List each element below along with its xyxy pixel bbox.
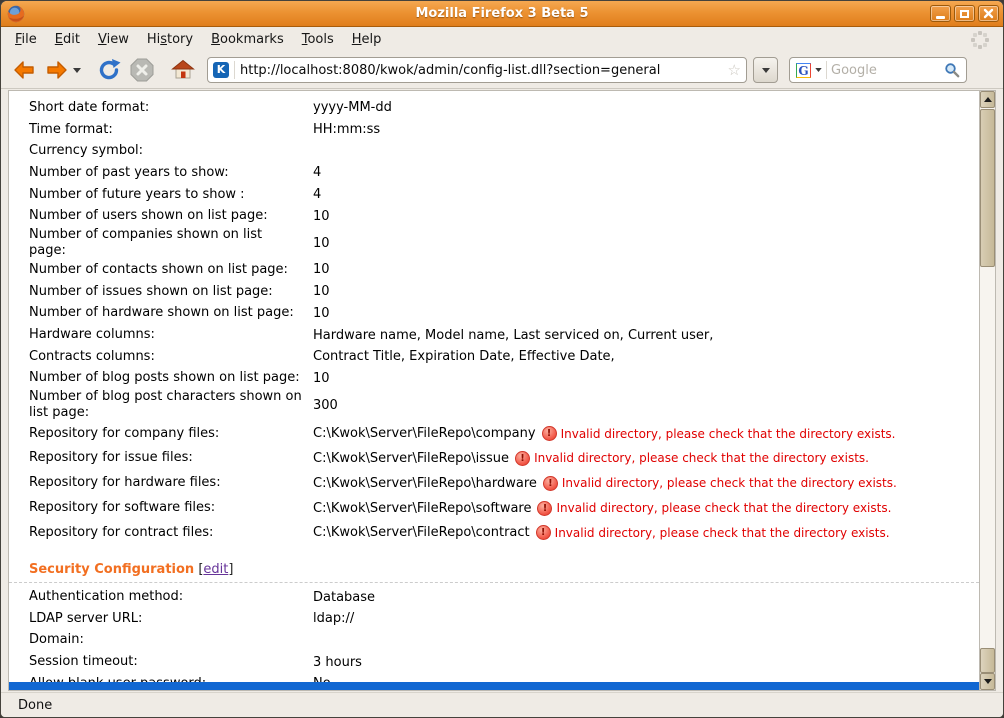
config-row bbox=[9, 389, 979, 421]
config-label: Repository for contract files: bbox=[29, 524, 214, 540]
directory-path: C:\Kwok\Server\FileRepo\issue bbox=[313, 450, 510, 466]
menubar-items bbox=[6, 29, 390, 50]
stop-button[interactable] bbox=[127, 55, 157, 85]
config-label: Number of blog posts shown on list page: bbox=[29, 370, 300, 386]
firefox-icon[interactable] bbox=[7, 5, 25, 23]
config-row bbox=[9, 324, 979, 346]
minimize-button[interactable] bbox=[930, 5, 951, 22]
error-message: Invalid directory, please check that the directory exists. bbox=[556, 501, 892, 516]
config-row bbox=[9, 281, 979, 303]
security-section-title: Security Configuration bbox=[29, 562, 195, 578]
config-row bbox=[9, 140, 979, 162]
config-row bbox=[9, 259, 979, 281]
config-value: 4 bbox=[313, 165, 322, 181]
bracket: ] bbox=[228, 562, 234, 578]
config-value: ldap:// bbox=[313, 611, 355, 627]
reload-button[interactable] bbox=[94, 55, 124, 85]
error-icon bbox=[536, 525, 551, 540]
config-label: Time format: bbox=[29, 121, 113, 137]
config-value: 10 bbox=[313, 208, 330, 224]
reload-icon bbox=[97, 58, 121, 82]
config-label: Number of hardware shown on list page: bbox=[29, 305, 294, 321]
page-footer-bar bbox=[9, 682, 979, 690]
scrollbar-thumb[interactable] bbox=[980, 109, 995, 267]
chevron-down-icon bbox=[73, 68, 81, 73]
url-history-dropdown[interactable] bbox=[753, 57, 778, 83]
bookmark-star-icon[interactable]: ☆ bbox=[727, 60, 741, 79]
urlbar-separator bbox=[234, 61, 235, 79]
config-value: 10 bbox=[313, 305, 330, 321]
config-row bbox=[9, 496, 979, 521]
config-label: Number of users shown on list page: bbox=[29, 208, 268, 224]
config-value: 10 bbox=[313, 262, 330, 278]
google-engine-icon[interactable]: G bbox=[796, 63, 811, 78]
arrow-up-icon bbox=[984, 97, 992, 102]
config-row bbox=[9, 119, 979, 141]
close-button[interactable] bbox=[978, 5, 999, 22]
config-row bbox=[9, 346, 979, 368]
config-label: Number of future years to show : bbox=[29, 186, 245, 202]
config-row bbox=[9, 520, 979, 545]
scroll-down-button[interactable] bbox=[980, 673, 995, 690]
config-value bbox=[313, 451, 979, 466]
config-row bbox=[9, 303, 979, 325]
scroll-secondary-stepper[interactable] bbox=[980, 648, 995, 673]
config-label: Short date format: bbox=[29, 99, 150, 115]
config-label: Session timeout: bbox=[29, 654, 138, 670]
window-title: Mozilla Firefox 3 Beta 5 bbox=[415, 6, 589, 21]
menu-file[interactable]: File bbox=[15, 32, 37, 47]
search-separator bbox=[826, 61, 827, 79]
search-engine-dropdown-icon[interactable] bbox=[815, 68, 822, 72]
titlebar[interactable] bbox=[1, 1, 1003, 27]
config-row bbox=[9, 651, 979, 673]
config-value bbox=[313, 525, 979, 540]
forward-button[interactable] bbox=[42, 55, 72, 85]
maximize-button[interactable] bbox=[954, 5, 975, 22]
config-value: HH:mm:ss bbox=[313, 122, 381, 138]
config-value: 4 bbox=[313, 187, 322, 203]
directory-path: C:\Kwok\Server\FileRepo\hardware bbox=[313, 475, 537, 491]
error-icon bbox=[543, 476, 558, 491]
config-label: Number of blog post characters shown on list page: bbox=[29, 389, 302, 421]
config-value: Contract Title, Expiration Date, Effective Date, bbox=[313, 349, 615, 365]
minimize-icon bbox=[936, 16, 945, 19]
menu-edit[interactable]: Edit bbox=[54, 32, 80, 47]
config-value: 300 bbox=[313, 397, 338, 413]
close-icon bbox=[983, 8, 994, 19]
menu-view[interactable]: View bbox=[97, 32, 129, 47]
directory-path: C:\Kwok\Server\FileRepo\software bbox=[313, 500, 532, 516]
forward-icon bbox=[45, 58, 69, 82]
menu-tools[interactable]: Tools bbox=[301, 32, 334, 47]
config-value: Database bbox=[313, 589, 376, 605]
config-label: Authentication method: bbox=[29, 589, 184, 605]
security-section-header bbox=[9, 562, 979, 583]
config-value bbox=[313, 426, 979, 441]
error-message: Invalid directory, please check that the directory exists. bbox=[560, 426, 896, 441]
config-row bbox=[9, 471, 979, 496]
arrow-down-icon bbox=[984, 679, 992, 684]
config-label: Domain: bbox=[29, 632, 84, 648]
config-row bbox=[9, 184, 979, 206]
scroll-up-button[interactable] bbox=[980, 91, 995, 108]
config-value: 10 bbox=[313, 370, 330, 386]
home-icon bbox=[171, 58, 195, 82]
url-input[interactable] bbox=[240, 63, 723, 78]
config-value: yyyy-MM-dd bbox=[313, 100, 392, 116]
config-row bbox=[9, 421, 979, 446]
config-value: 3 hours bbox=[313, 654, 362, 670]
stop-icon bbox=[130, 58, 154, 82]
config-value bbox=[313, 476, 979, 491]
security-config-list bbox=[9, 583, 979, 691]
site-favicon: K bbox=[213, 62, 229, 78]
config-row bbox=[9, 97, 979, 119]
back-icon bbox=[12, 58, 36, 82]
menu-bookmarks[interactable]: Bookmarks bbox=[211, 32, 284, 47]
security-edit-link[interactable]: edit bbox=[203, 562, 229, 578]
config-label: Repository for hardware files: bbox=[29, 475, 221, 491]
config-row bbox=[9, 162, 979, 184]
config-row bbox=[9, 446, 979, 471]
url-bar[interactable] bbox=[207, 57, 747, 83]
status-bar bbox=[1, 692, 1003, 717]
config-label: LDAP server URL: bbox=[29, 610, 143, 626]
vertical-scrollbar[interactable] bbox=[979, 90, 996, 691]
directory-path: C:\Kwok\Server\FileRepo\company bbox=[313, 426, 536, 442]
page-content bbox=[8, 90, 979, 691]
throbber-icon bbox=[970, 30, 990, 50]
config-row bbox=[9, 205, 979, 227]
config-row bbox=[9, 227, 979, 259]
config-label: Number of contacts shown on list page: bbox=[29, 261, 288, 277]
directory-path: C:\Kwok\Server\FileRepo\contract bbox=[313, 525, 530, 541]
config-value: 10 bbox=[313, 284, 330, 300]
config-label: Currency symbol: bbox=[29, 143, 144, 159]
history-dropdown-button[interactable] bbox=[71, 55, 83, 85]
config-label: Number of issues shown on list page: bbox=[29, 283, 273, 299]
config-value: Hardware name, Model name, Last serviced on, Current user, bbox=[313, 327, 714, 343]
maximize-icon bbox=[960, 10, 969, 18]
config-label: Number of companies shown on list page: bbox=[29, 227, 263, 259]
config-row bbox=[9, 608, 979, 630]
search-icon[interactable] bbox=[944, 62, 960, 78]
error-message: Invalid directory, please check that the directory exists. bbox=[554, 525, 890, 540]
menubar bbox=[1, 27, 1003, 52]
config-value: 10 bbox=[313, 235, 330, 251]
status-text: Done bbox=[18, 697, 53, 713]
home-button[interactable] bbox=[168, 55, 198, 85]
search-input[interactable] bbox=[831, 63, 940, 78]
config-value bbox=[313, 501, 979, 516]
navigation-toolbar bbox=[1, 52, 1003, 89]
config-label: Repository for issue files: bbox=[29, 450, 193, 466]
error-icon bbox=[515, 451, 530, 466]
general-config-list bbox=[9, 97, 979, 545]
error-icon bbox=[542, 426, 557, 441]
config-label: Number of past years to show: bbox=[29, 164, 229, 180]
config-label: Contracts columns: bbox=[29, 348, 155, 364]
menu-history[interactable]: History bbox=[146, 32, 194, 47]
bracket: [ bbox=[198, 562, 204, 578]
config-row bbox=[9, 368, 979, 390]
config-row bbox=[9, 630, 979, 652]
config-row bbox=[9, 586, 979, 608]
error-message: Invalid directory, please check that the directory exists. bbox=[534, 451, 869, 466]
back-button[interactable] bbox=[9, 55, 39, 85]
menu-help[interactable]: Help bbox=[351, 32, 382, 47]
config-label: Repository for company files: bbox=[29, 425, 220, 441]
config-label: Repository for software files: bbox=[29, 500, 216, 516]
search-box[interactable] bbox=[789, 57, 967, 83]
config-label: Hardware columns: bbox=[29, 327, 155, 343]
error-message: Invalid directory, please check that the directory exists. bbox=[561, 476, 897, 491]
error-icon bbox=[537, 501, 552, 516]
chevron-down-icon bbox=[762, 68, 770, 73]
